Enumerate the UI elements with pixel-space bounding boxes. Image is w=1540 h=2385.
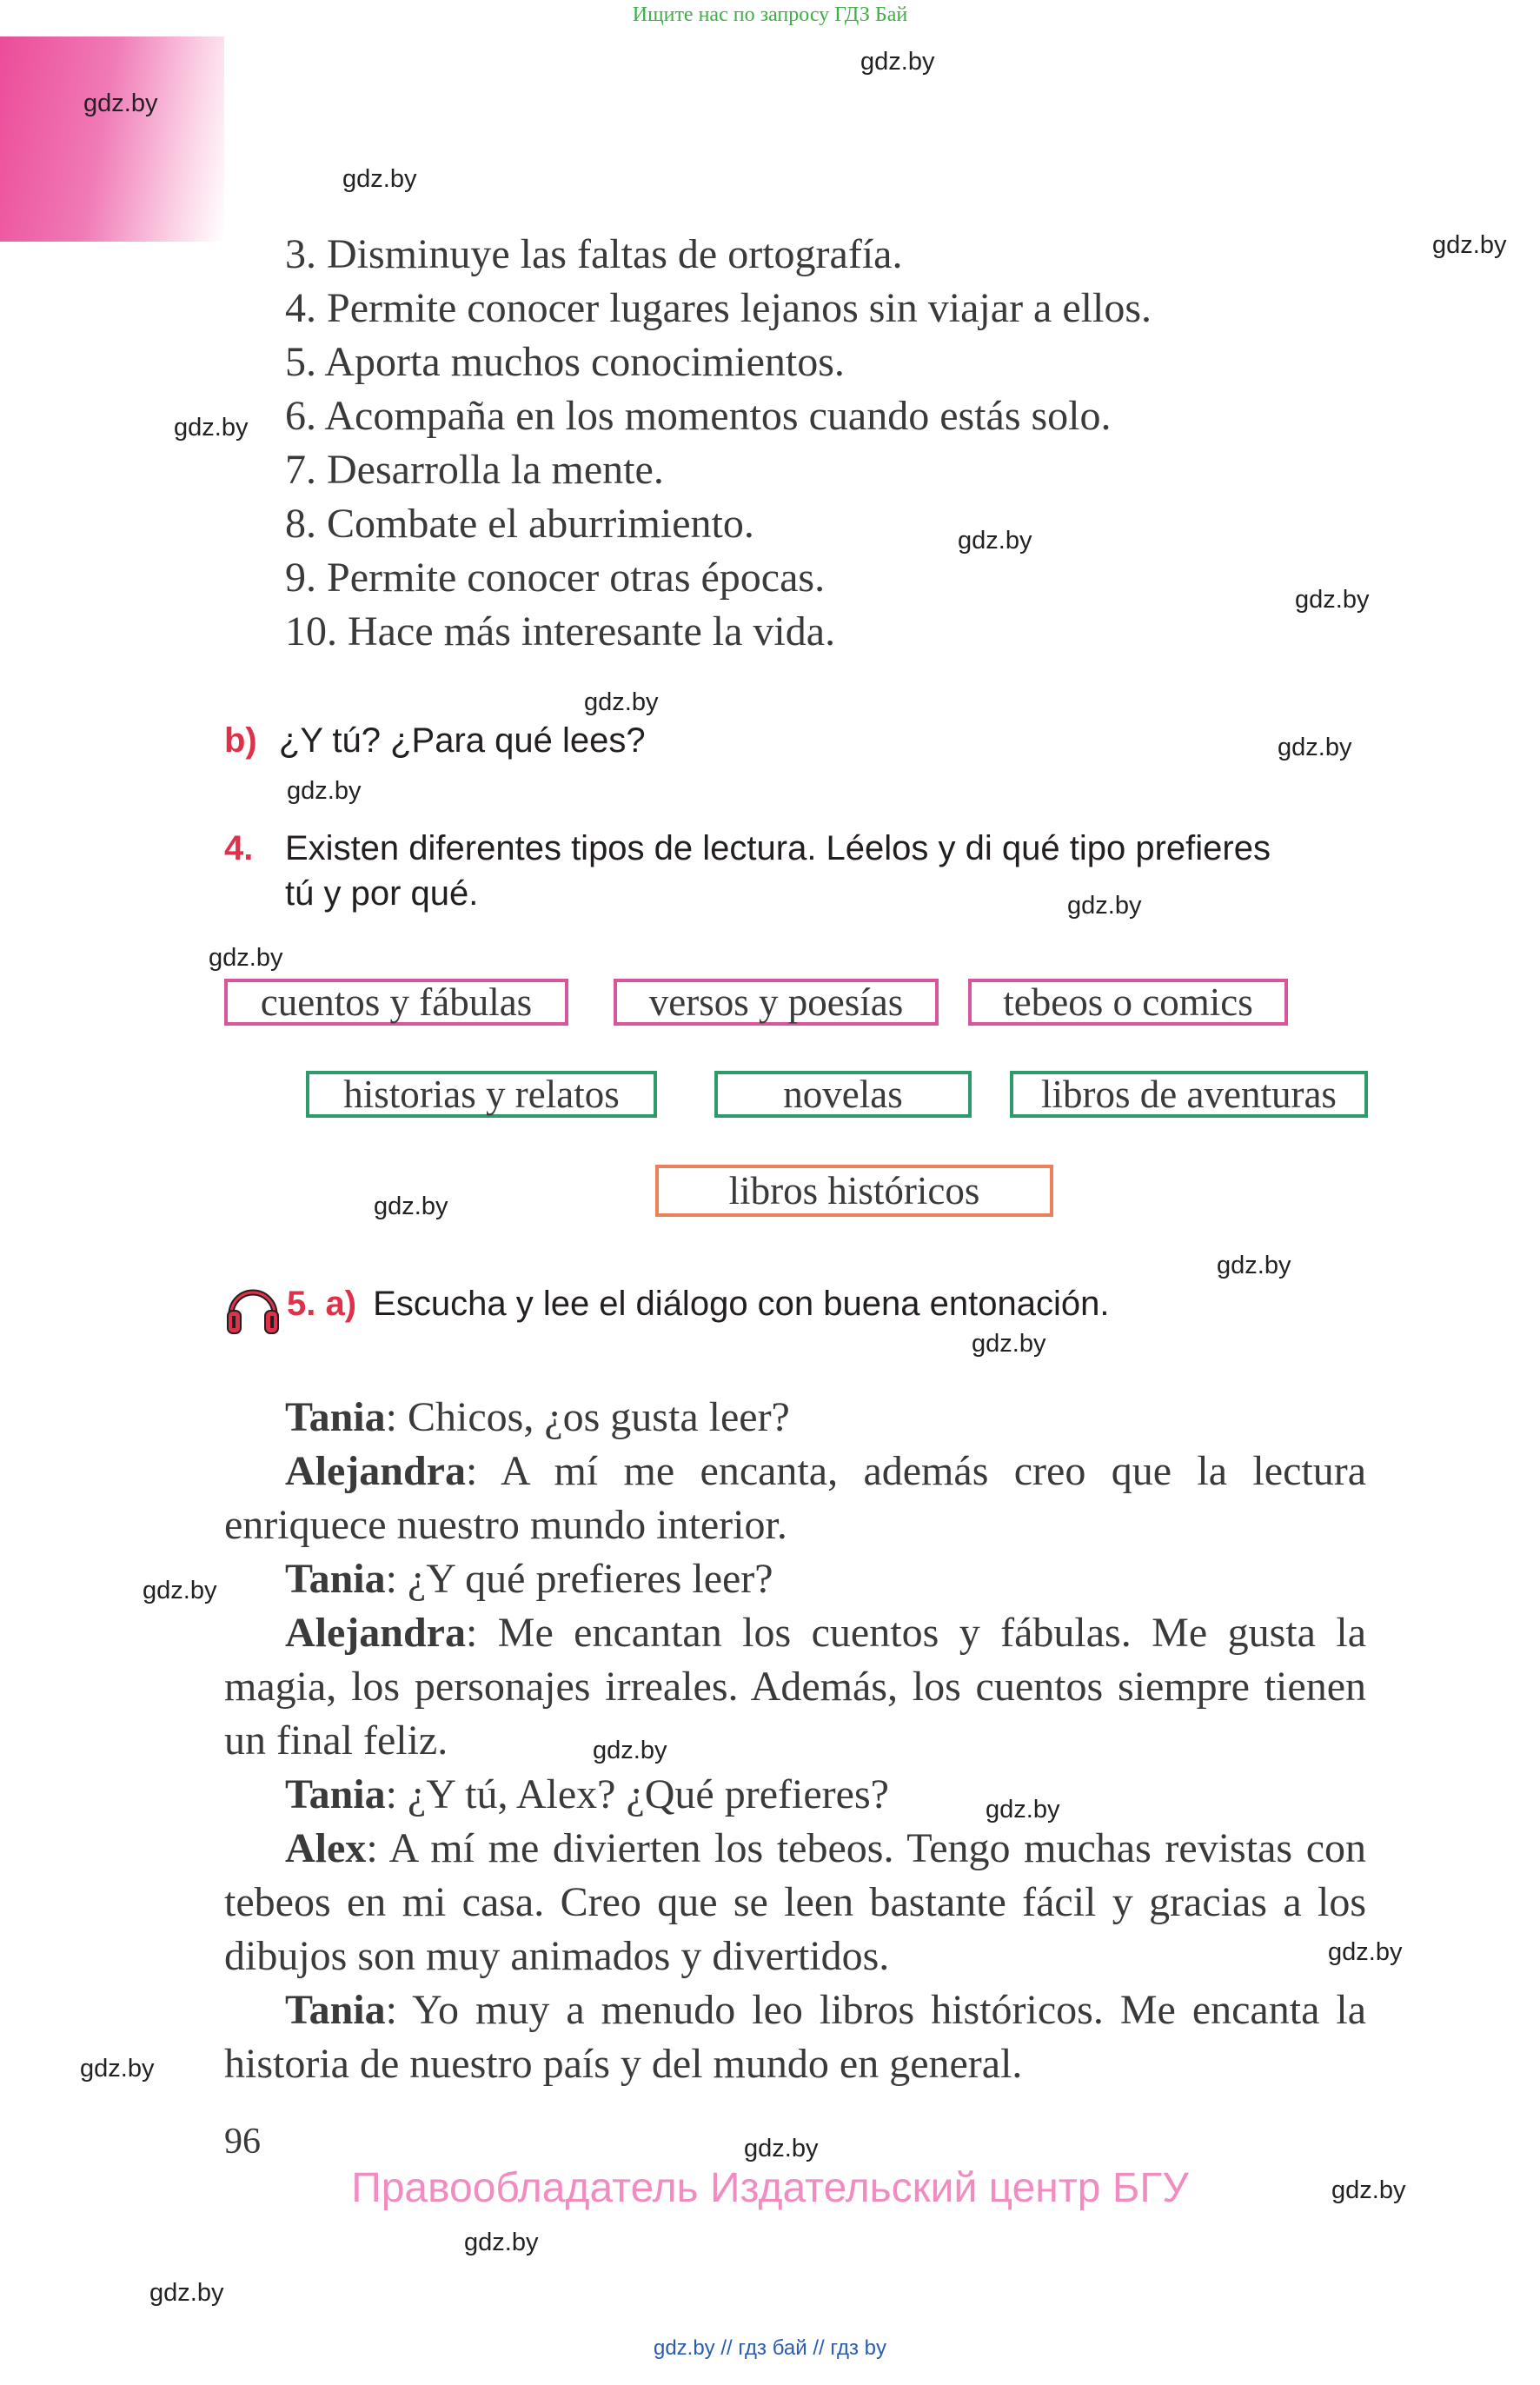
watermark: gdz.by <box>342 165 417 193</box>
dialog-text: : ¿Y qué prefieres leer? <box>385 1556 773 1602</box>
watermark: gdz.by <box>744 2135 819 2162</box>
dialog-text: : A mí me divierten los tebeos. Tengo muchas revistas con tebeos en mi casa. Creo que se leen bastante fácil y gracias a los dibujos son muy animados y divertidos. <box>224 1825 1366 1979</box>
reason-item: 5. Aporta muchos conocimientos. <box>285 339 845 385</box>
watermark: gdz.by <box>149 2279 224 2307</box>
watermark: gdz.by <box>1331 2176 1406 2204</box>
corner-decoration <box>0 37 224 242</box>
speaker-name: Tania <box>285 1771 386 1817</box>
task-3b-label: b) <box>224 721 257 760</box>
dialog-line <box>224 1822 1366 1983</box>
watermark: gdz.by <box>593 1737 667 1764</box>
speaker-name: Alejandra <box>285 1448 466 1494</box>
task-3b-text: ¿Y tú? ¿Para qué lees? <box>278 721 646 760</box>
task-5a <box>287 1285 1109 1324</box>
task-5a-text: Escucha y lee el diálogo con buena entonación. <box>373 1285 1110 1323</box>
watermark: gdz.by <box>986 1796 1060 1824</box>
task-4-line1: Existen diferentes tipos de lectura. Léelos y di qué tipo prefieres <box>285 829 1271 867</box>
reading-type-box: novelas <box>714 1071 972 1118</box>
watermark: gdz.by <box>287 777 362 805</box>
reading-type-box: libros de aventuras <box>1010 1071 1368 1118</box>
headphones-icon <box>224 1283 282 1335</box>
watermark: gdz.by <box>83 90 158 117</box>
reason-item: 9. Permite conocer otras épocas. <box>285 555 826 601</box>
dialog-text: : A mí me encanta, además creo que la lectura enriquece nuestro mundo interior. <box>224 1448 1366 1548</box>
dialog-line <box>224 1552 1366 1606</box>
task-4-line2: tú y por qué. <box>285 874 479 913</box>
watermark: gdz.by <box>143 1577 217 1604</box>
speaker-name: Alejandra <box>285 1610 466 1656</box>
dialog-text: : Yo muy a menudo leo libros históricos. Me encanta la historia de nuestro país y del mundo en general. <box>224 1987 1366 2087</box>
watermark: gdz.by <box>464 2229 539 2256</box>
dialog-text: : Me encantan los cuentos y fábulas. Me gusta la magia, los personajes irreales. Además, los cuentos siempre tienen un final feliz. <box>224 1610 1366 1764</box>
watermark: gdz.by <box>584 688 659 716</box>
dialog-line <box>224 1983 1366 2091</box>
reading-type-box: historias y relatos <box>306 1071 657 1118</box>
dialog-line <box>224 1391 1366 1445</box>
watermark: gdz.by <box>174 414 249 442</box>
task-4-number: 4. <box>224 829 254 867</box>
watermark: gdz.by <box>374 1192 448 1220</box>
watermark: gdz.by <box>860 48 935 76</box>
copyright-notice: Правообладатель Издательский центр БГУ <box>351 2165 1189 2211</box>
task-5a-number: 5. a) <box>287 1285 357 1323</box>
dialog-line <box>224 1768 1366 1822</box>
dialog-line <box>224 1445 1366 1552</box>
watermark: gdz.by <box>1295 586 1370 614</box>
reading-type-box: libros históricos <box>655 1165 1053 1217</box>
watermark: gdz.by <box>1432 231 1507 259</box>
watermark: gdz.by <box>1278 734 1352 761</box>
watermark: gdz.by <box>972 1330 1046 1358</box>
watermark: gdz.by <box>1067 892 1142 920</box>
watermark: gdz.by <box>958 527 1032 555</box>
task-3b <box>224 721 646 761</box>
dialog-text: : ¿Y tú, Alex? ¿Qué prefieres? <box>385 1771 889 1817</box>
reason-item: 7. Desarrolla la mente. <box>285 447 664 493</box>
reason-item: 4. Permite conocer lugares lejanos sin viajar a ellos. <box>285 285 1152 331</box>
reason-item: 10. Hace más interesante la vida. <box>285 608 836 654</box>
watermark: gdz.by <box>1217 1252 1291 1279</box>
speaker-name: Tania <box>285 1394 386 1440</box>
reason-item: 8. Combate el aburrimiento. <box>285 501 754 547</box>
reading-type-box: cuentos y fábulas <box>224 979 568 1026</box>
watermark: gdz.by <box>209 944 283 972</box>
watermark: gdz.by <box>1328 1938 1403 1966</box>
reason-item: 6. Acompaña en los momentos cuando estás solo. <box>285 393 1112 439</box>
speaker-name: Tania <box>285 1987 386 2033</box>
page-number: 96 <box>224 2122 261 2162</box>
dialog <box>224 1391 1366 2091</box>
dialog-text: : Chicos, ¿os gusta leer? <box>385 1394 790 1440</box>
footer-links[interactable]: gdz.by // гдз бай // гдз by <box>653 2336 887 2360</box>
speaker-name: Alex <box>285 1825 367 1871</box>
dialog-line <box>224 1606 1366 1768</box>
reading-type-box: tebeos o comics <box>968 979 1288 1026</box>
speaker-name: Tania <box>285 1556 386 1602</box>
watermark: gdz.by <box>80 2055 155 2083</box>
reading-type-box: versos y poesías <box>614 979 939 1026</box>
reason-item: 3. Disminuye las faltas de ortografía. <box>285 231 903 277</box>
search-banner: Ищите нас по запросу ГДЗ Бай <box>632 3 908 26</box>
